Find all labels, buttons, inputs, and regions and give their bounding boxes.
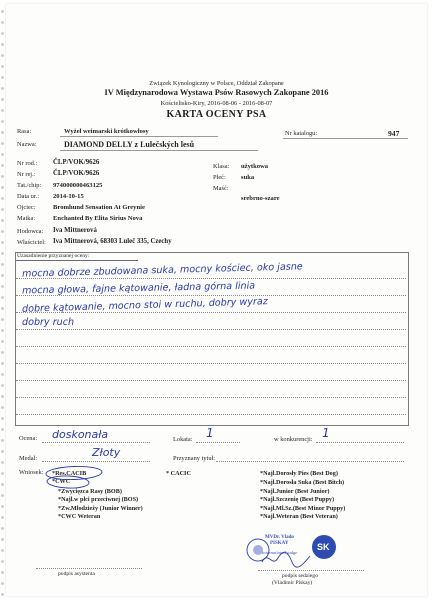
- sex-label: Płeć:: [213, 174, 226, 181]
- assistant-signature-line: [36, 568, 142, 569]
- owner-value: Iva Mittnerová, 68303 Luleč 335, Czechy: [53, 238, 172, 245]
- dam-label: Matka:: [17, 215, 36, 222]
- perforation-hole: [1, 21, 4, 24]
- catalog-number: 947: [388, 129, 400, 138]
- grade-value: doskonała: [52, 428, 109, 441]
- perforation-hole: [1, 197, 4, 200]
- perforation-hole: [1, 307, 4, 310]
- perforation-hole: [1, 241, 4, 244]
- proposal-label: Wniosek:: [19, 469, 44, 476]
- perforation-hole: [1, 384, 4, 387]
- award-item: *CWC: [52, 478, 71, 485]
- perforation-hole: [1, 428, 4, 431]
- perforation-hole: [1, 76, 4, 79]
- nr-rej-value: ČLP/VOK/9626: [53, 170, 100, 177]
- medal-underline: [42, 461, 150, 462]
- perforation-hole: [1, 340, 4, 343]
- perforation-hole: [1, 582, 4, 585]
- perforation-hole: [1, 318, 4, 321]
- perforation-hole: [1, 406, 4, 409]
- perforation-hole: [1, 494, 4, 497]
- breeder-value: Iva Mittnerová: [53, 227, 97, 234]
- perforation-hole: [1, 131, 4, 134]
- perforation-hole: [1, 417, 4, 420]
- judge-signature: [258, 548, 318, 570]
- placement-underline: [196, 442, 240, 443]
- evaluation-line: [16, 329, 406, 330]
- evaluation-label: Uzasadnienie przyznanej oceny:: [17, 253, 90, 259]
- award-item: *Najl.Junior (Best Junior): [260, 488, 330, 495]
- birth-date-value: 2014-10-15: [53, 193, 84, 200]
- award-item: *Najl.Szczenię (Best Puppy): [260, 496, 335, 503]
- title-awarded-label: Przyznany tytuł:: [173, 455, 216, 462]
- award-item: *Najl.Weteran (Best Veteran): [260, 513, 338, 520]
- perforation-hole: [1, 472, 4, 475]
- evaluation-line: [16, 346, 406, 347]
- perforation-hole: [1, 505, 4, 508]
- perforation-hole: [1, 461, 4, 464]
- perforation-hole: [1, 285, 4, 288]
- dog-name: DIAMOND DELLY z Lulečských lesů: [64, 140, 195, 149]
- perforation-hole: [1, 538, 4, 541]
- catalog-label: Nr katalogu:: [285, 130, 318, 137]
- organization-name: Związek Kynologiczny w Polsce, Oddział Zakopane: [149, 80, 284, 87]
- perforation-hole: [1, 164, 4, 167]
- perforation-hole: [1, 186, 4, 189]
- award-item: *Najl.w płci przeciwnej (BOS): [58, 496, 139, 503]
- placement-label: Lokata:: [173, 436, 193, 443]
- perforation-hole: [1, 329, 4, 332]
- perforation-hole: [1, 252, 4, 255]
- grade-label: Ocena:: [19, 435, 38, 442]
- evaluation-line: [16, 414, 406, 415]
- grade-underline: [42, 442, 150, 443]
- award-item: *Najl.Ml.Sz.(Best Minor Puppy): [260, 505, 346, 512]
- perforation-hole: [1, 230, 4, 233]
- nr-rod-value: ČLP/VOK/9626: [53, 159, 100, 166]
- perforation-hole: [1, 120, 4, 123]
- perforation-hole: [1, 560, 4, 563]
- award-item: *Zwycięzca Rasy (BOB): [58, 488, 122, 495]
- breed-label: Rasa:: [17, 128, 32, 135]
- judge-signature-label: podpis sedziego: [282, 573, 318, 579]
- card-title: KARTA OCENY PSA: [166, 109, 267, 120]
- award-item: *Najl.Dorosła Suka (Best Bitch): [260, 479, 345, 486]
- perforation-hole: [1, 10, 4, 13]
- handwritten-evaluation-line: dobry ruch: [22, 317, 75, 328]
- sire-value: Bromhund Sensation At Greynie: [53, 204, 145, 211]
- handwritten-evaluation-line: dobre kątowanie, mocno stoi w ruchu, dobry wyraz: [21, 296, 269, 315]
- perforation-hole: [1, 483, 4, 486]
- perforation-hole: [1, 571, 4, 574]
- medal-label: Medal:: [19, 455, 38, 462]
- nr-rej-label: Nr rej.:: [17, 171, 36, 178]
- perforation-hole: [1, 175, 4, 178]
- perforation-hole: [1, 516, 4, 519]
- stamp-judge-name: MVDr. Vlado: [265, 535, 294, 540]
- competition-underline: [316, 442, 404, 443]
- breed-underline: [60, 136, 218, 137]
- perforation-hole: [1, 296, 4, 299]
- nr-rod-label: Nr rod.:: [17, 160, 38, 167]
- perforation-hole: [1, 274, 4, 277]
- evaluation-line: [16, 397, 406, 398]
- award-item: *Res.CACIB: [52, 470, 87, 477]
- kennel-logo-text: SK: [317, 542, 330, 552]
- award-item: *Zw.Młodzieży (Junior Winner): [58, 505, 143, 512]
- perforation-hole: [1, 351, 4, 354]
- breed-value: Wyżeł weimarski krótkowłosy: [64, 128, 149, 135]
- judge-name: (Vladimír Piskay): [272, 580, 313, 586]
- show-title: IV Międzynarodowa Wystawa Psów Rasowych Zakopane 2016: [104, 88, 329, 97]
- breeder-label: Hodowca:: [17, 228, 44, 235]
- evaluation-line: [16, 380, 406, 381]
- perforation-hole: [1, 527, 4, 530]
- perforation-hole: [1, 219, 4, 222]
- dam-value: Enchanted By Elita Sirius Nova: [53, 215, 143, 222]
- handwritten-evaluation-line: mocna głowa, fajne kątowanie, ładna górna linia: [21, 280, 256, 297]
- evaluation-line: [16, 363, 406, 364]
- class-value: użytkowa: [241, 163, 269, 170]
- sex-value: suka: [241, 174, 255, 181]
- handwritten-evaluation-line: mocna dobrze zbudowana suka, mocny kościec, oko jasne: [21, 261, 303, 280]
- perforation-hole: [1, 65, 4, 68]
- catalog-underline: [283, 138, 408, 139]
- perforation-hole: [1, 142, 4, 145]
- perforation-hole: [1, 54, 4, 57]
- class-label: Klasa:: [213, 163, 230, 170]
- award-item: * CACIC: [166, 470, 191, 477]
- name-underline: [60, 150, 258, 151]
- perforation-hole: [1, 32, 4, 35]
- perforation-hole: [1, 263, 4, 266]
- perforation-hole: [1, 362, 4, 365]
- chip-label: Tat./chip:: [17, 182, 42, 189]
- stamp-judge-surname: PISKAY: [270, 541, 289, 546]
- perforation-hole: [1, 395, 4, 398]
- perforation-hole: [1, 208, 4, 211]
- chip-value: 974000000463125: [53, 182, 103, 189]
- judge-signature-line: [258, 570, 364, 571]
- competition-value: 1: [322, 426, 330, 440]
- selection-circle: [40, 464, 110, 490]
- owner-label: Właściciel:: [17, 239, 46, 246]
- perforation-hole: [1, 439, 4, 442]
- perforation-hole: [1, 153, 4, 156]
- perforation-hole: [1, 549, 4, 552]
- placement-value: 1: [206, 426, 214, 440]
- medal-value: Złoty: [92, 446, 121, 459]
- title-awarded-underline: [216, 461, 404, 462]
- award-item: *Najl.Dorosły Pies (Best Dog): [260, 470, 338, 477]
- competition-label: w konkurencji:: [274, 436, 313, 443]
- color-value: srebrno-szare: [241, 195, 280, 202]
- stamp-caption: international judge: [262, 550, 298, 555]
- assistant-signature-label: podpis asystenta: [58, 571, 95, 577]
- perforation-hole: [1, 43, 4, 46]
- sire-label: Ojciec:: [17, 204, 36, 211]
- color-label: Maść:: [213, 185, 229, 192]
- perforation-hole: [1, 373, 4, 376]
- name-label: Nazwa:: [17, 141, 37, 148]
- perforation-hole: [1, 450, 4, 453]
- birth-date-label: Data ur.:: [17, 193, 40, 200]
- show-place-dates: Kościelisko-Kiry, 2016-08-06 - 2016-08-07: [160, 100, 273, 107]
- perforation-hole: [1, 593, 4, 596]
- award-item: *CWC Weteran: [58, 513, 101, 520]
- evaluation-label-underline: [16, 260, 138, 261]
